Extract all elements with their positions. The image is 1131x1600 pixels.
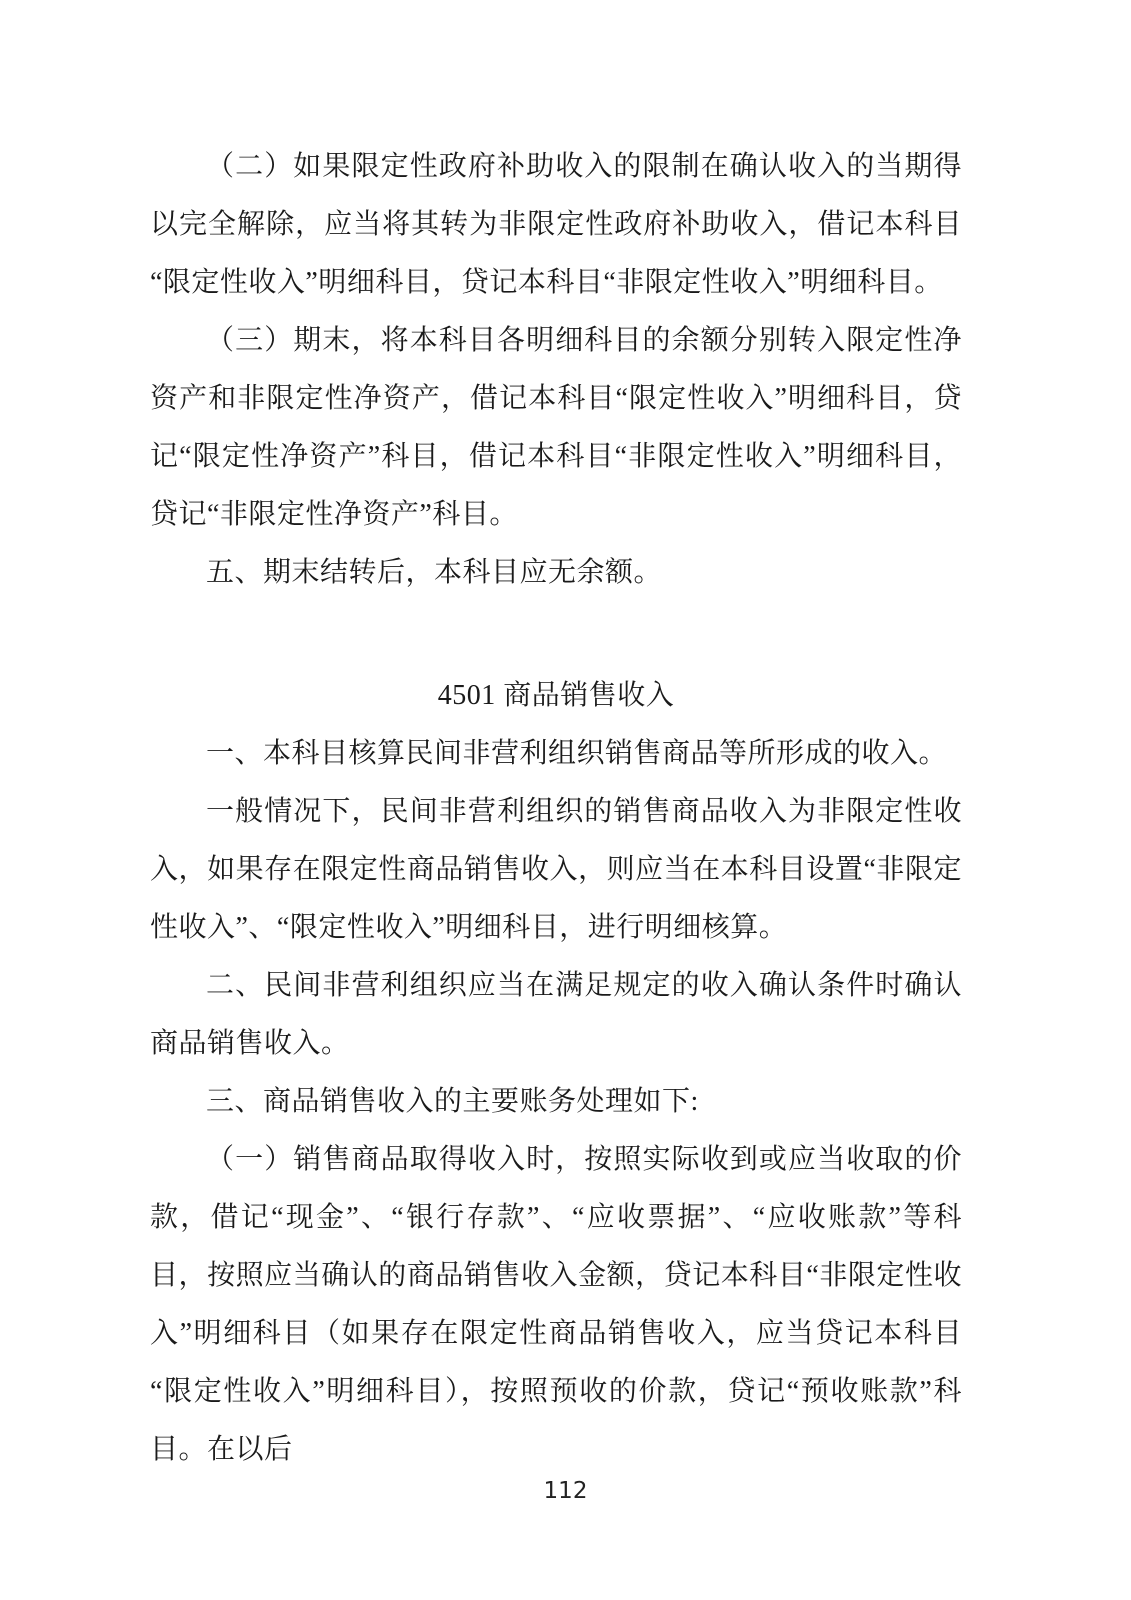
paragraph-item-3-period-end-transfer: （三）期末，将本科目各明细科目的余额分别转入限定性净资产和非限定性净资产，借记本科目“限定性收入”明细科目，贷记“限定性净资产”科目，借记本科目“非限定性收入”明细科目，贷记“非限定性净资产”科目。 [150,325,962,530]
paragraph-4501-general-case: 一般情况下，民间非营利组织的销售商品收入为非限定性收入，如果存在限定性商品销售收入，则应当在本科目设置“非限定性收入”、“限定性收入”明细科目，进行明细核算。 [150,796,962,943]
paragraph-4501-item-2-recognition: 二、民间非营利组织应当在满足规定的收入确认条件时确认商品销售收入。 [150,970,962,1059]
paragraph-4501-item-3-1-sale-income: （一）销售商品取得收入时，按照实际收到或应当收取的价款，借记“现金”、“银行存款”、“应收票据”、“应收账款”等科目，按照应当确认的商品销售收入金额，贷记本科目“非限定性收入”明细科目（如果存在限定性商品销售收入，应当贷记本科目“限定性收入”明细科目），按照预收的价款，贷记“预收账款”科目。在以后 [150,1144,962,1465]
page-number: 112 [543,1478,588,1504]
paragraph-item-5-no-balance: 五、期末结转后，本科目应无余额。 [206,557,663,588]
paragraph-item-2-gov-subsidy-release: （二）如果限定性政府补助收入的限制在确认收入的当期得以完全解除，应当将其转为非限定性政府补助收入，借记本科目“限定性收入”明细科目，贷记本科目“非限定性收入”明细科目。 [150,151,962,298]
section-heading-4501: 4501 商品销售收入 [437,680,675,711]
paragraph-4501-item-3-accounting: 三、商品销售收入的主要账务处理如下: [206,1086,699,1117]
paragraph-4501-item-1-scope: 一、本科目核算民间非营利组织销售商品等所形成的收入。 [206,738,948,769]
